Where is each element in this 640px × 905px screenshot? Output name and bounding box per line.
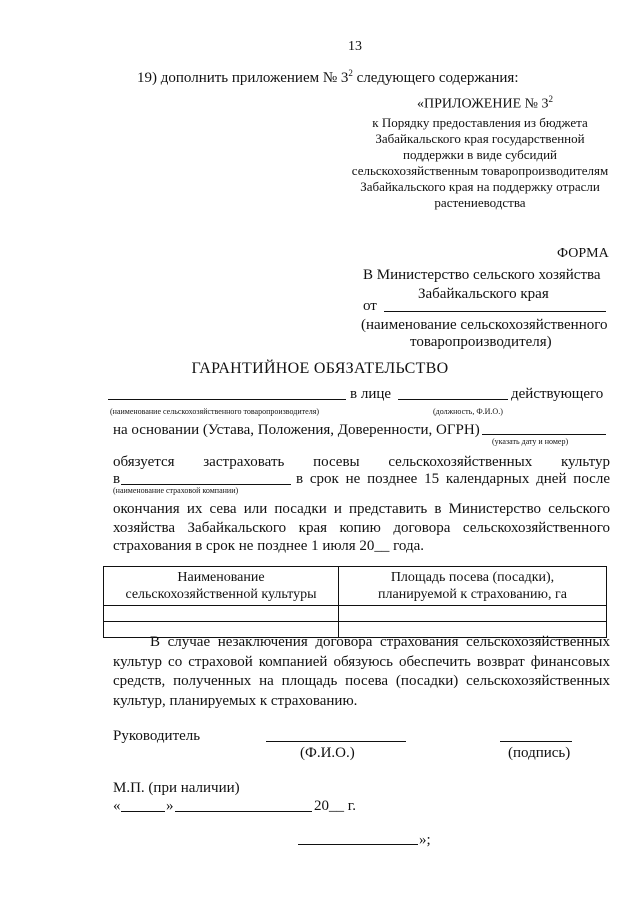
stamp-label: М.П. (при наличии) [113, 780, 240, 796]
from-blank-line [384, 311, 606, 312]
appendix-title-text: «ПРИЛОЖЕНИЕ № 3 [417, 96, 549, 112]
paragraph1-line3: страхования в срок не позднее 1 июля 20__ года. [113, 538, 424, 554]
addressee-note1: (наименование сельскохозяйственного [361, 317, 608, 333]
addressee-line2: Забайкальского края [418, 286, 549, 302]
hint-date: (указать дату и номер) [492, 437, 569, 446]
crops-table [103, 566, 607, 638]
basis-text: на основании (Устава, Положения, Доверенности, ОГРН) [113, 422, 480, 438]
table-header-area-line: планируемой к страхованию, га [378, 587, 567, 602]
table-header-area [339, 567, 607, 606]
table-header-row [104, 567, 607, 606]
in-person-label: в лице [350, 386, 392, 402]
table-header-area-line: Площадь посева (посадки), [390, 570, 555, 585]
appendix-lines [340, 115, 620, 211]
page-number: 13 [348, 39, 362, 54]
position-blank-line [398, 399, 508, 400]
appendix-title [417, 91, 553, 113]
acting-label: действующего [511, 386, 604, 402]
sign-blank-line [500, 741, 572, 742]
producer-blank-line [108, 399, 346, 400]
refund-paragraph: В случае незаключения договора страхования сельскохозяйственных культур со страховой компанией обязуюсь обеспечить возврат финансовых средств, полученных на площадь посева (посадки) сельскохозяйственных культур, планируемых к страхованию. [113, 634, 610, 709]
deadline-text-content: в срок не позднее 15 календарных дней после [296, 471, 610, 487]
hint-position: (должность, Ф.И.О.) [433, 407, 503, 416]
day-blank-line [121, 811, 165, 812]
date-blank-line [482, 434, 606, 435]
obligation-word: культур [560, 454, 610, 470]
obligation-word: обязуется [113, 454, 175, 470]
obligation-word: посевы [313, 454, 360, 470]
month-blank-line [175, 811, 312, 812]
form-label: ФОРМА [557, 246, 609, 261]
fio-blank-line [266, 741, 406, 742]
hint-insurer: (наименование страховой компании) [113, 486, 239, 495]
addressee-note2: товаропроизводителя) [410, 334, 552, 350]
intro-sup: 2 [348, 68, 353, 78]
obligation-word: застраховать [203, 454, 285, 470]
appendix-line: сельскохозяйственным товаропроизводителям [351, 163, 609, 178]
appendix-line: поддержки в виде субсидий [402, 147, 557, 162]
sign-label: (подпись) [508, 745, 571, 761]
head-label: Руководитель [113, 728, 201, 744]
table-row [104, 606, 607, 622]
table-header-crop [104, 567, 339, 606]
table-header-crop-line: сельскохозяйственной культуры [125, 587, 317, 602]
date-year: 20__ г. [314, 798, 356, 814]
document-title: ГАРАНТИЙНОЕ ОБЯЗАТЕЛЬСТВО [191, 360, 449, 377]
paragraph1-line1: окончания их сева или посадки и представить в Министерство сельского [113, 501, 610, 517]
obligation-line [113, 453, 610, 471]
appendix-line: к Порядку предоставления из бюджета [372, 115, 588, 130]
end-quote: »; [419, 832, 431, 848]
appendix-line: Забайкальского края на поддержку отрасли [360, 179, 600, 194]
date-open-quote: « [113, 798, 121, 814]
date-close-quote: » [166, 798, 174, 814]
table-cell [339, 606, 607, 622]
addressee-from: от [363, 298, 377, 314]
insurer-blank-line [121, 484, 291, 485]
in-label: в [113, 471, 121, 487]
appendix-line: Забайкальского края государственной [375, 131, 585, 146]
deadline-text [296, 470, 610, 488]
table-cell [104, 606, 339, 622]
appendix-line: растениеводства [434, 195, 526, 210]
hint-producer: (наименование сельскохозяйственного товаропроизводителя) [110, 407, 320, 416]
addressee-line1: В Министерство сельского хозяйства [363, 267, 601, 283]
fio-label: (Ф.И.О.) [300, 745, 355, 761]
intro-tail: следующего содержания: [352, 70, 519, 86]
obligation-word: сельскохозяйственных [388, 454, 533, 470]
appendix-title-sup: 2 [548, 94, 553, 104]
paragraph1-line2: хозяйства Забайкальского края копию договора сельскохозяйственного [113, 520, 610, 536]
end-blank-line [298, 844, 418, 845]
intro-text: 19) дополнить приложением № 3 [137, 70, 349, 86]
intro-line [137, 64, 519, 87]
table-header-crop-line: Наименование [177, 570, 265, 585]
